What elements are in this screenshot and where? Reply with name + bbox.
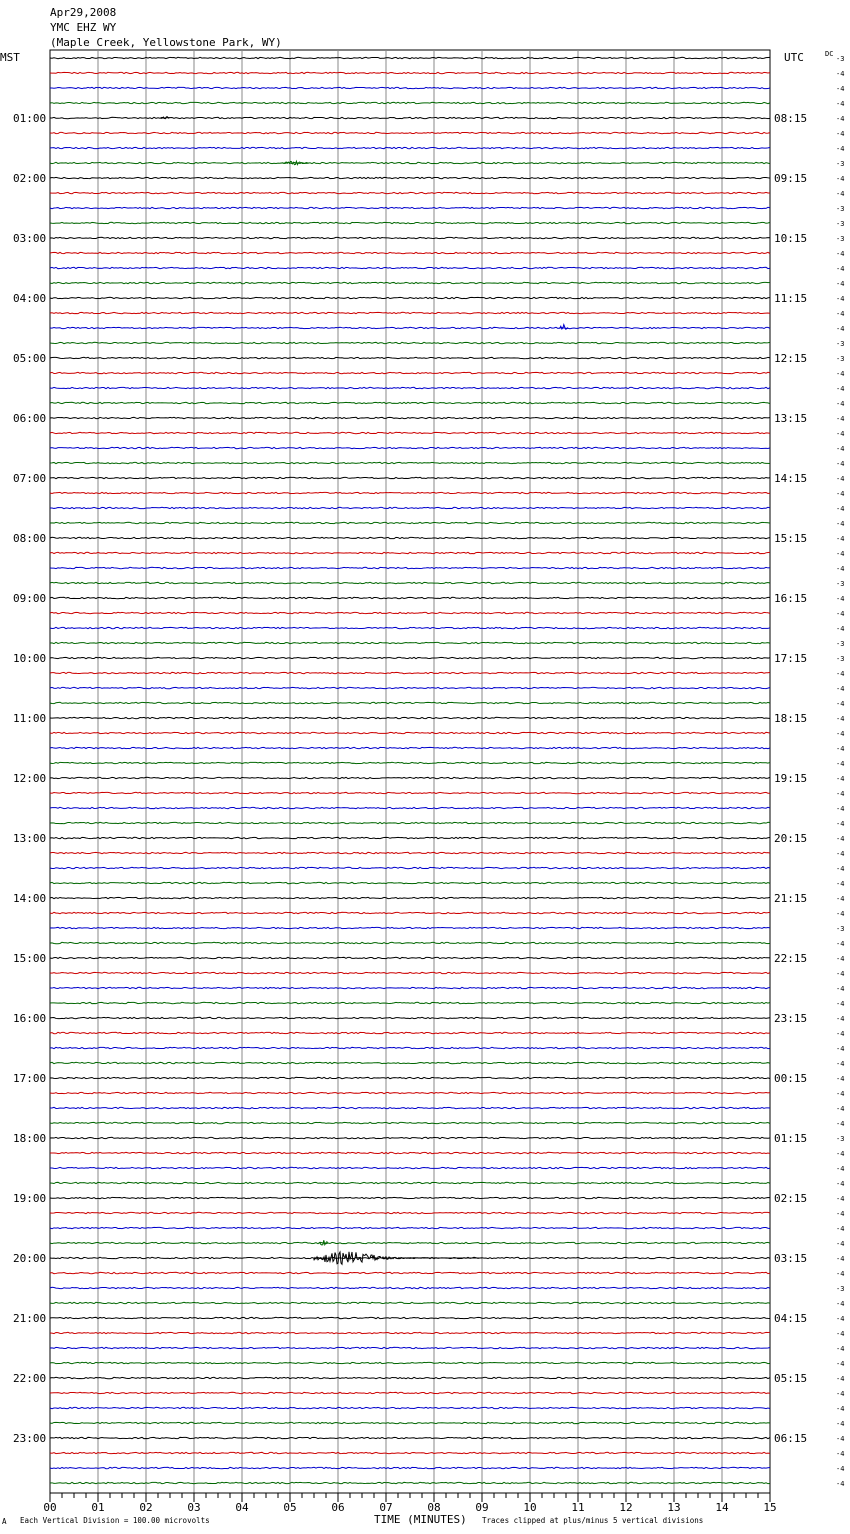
dc-offset-label: -4	[836, 1255, 845, 1263]
dc-offset-label: -4	[836, 190, 845, 198]
dc-offset-labels	[836, 55, 844, 1488]
seismic-trace	[50, 792, 770, 793]
right-hour-label: 15:15	[774, 532, 808, 545]
x-tick-label: 05	[283, 1501, 297, 1514]
seismic-trace	[50, 1092, 770, 1093]
dc-offset-label: -4	[836, 250, 845, 258]
right-hour-label: 22:15	[774, 952, 808, 965]
seismic-trace	[50, 327, 770, 328]
seismic-trace	[50, 1467, 770, 1468]
seismic-trace	[50, 1167, 770, 1168]
dc-offset-label: -4	[836, 445, 845, 453]
seismic-trace	[50, 687, 770, 688]
seismic-trace	[50, 117, 770, 118]
dc-offset-label: -4	[836, 385, 845, 393]
dc-offset-label: -3	[836, 1135, 845, 1143]
dc-offset-label: -3	[836, 1285, 845, 1293]
location-label: (Maple Creek, Yellowstone Park, WY)	[50, 36, 282, 49]
dc-offset-label: -4	[836, 835, 845, 843]
left-hour-label: 07:00	[13, 472, 47, 485]
dc-offset-label: -4	[836, 805, 845, 813]
dc-offset-label: -3	[836, 55, 845, 63]
date-label: Apr29,2008	[50, 6, 117, 19]
dc-offset-label: -4	[836, 1300, 845, 1308]
dc-offset-label: -4	[836, 985, 845, 993]
seismic-trace	[50, 912, 770, 913]
x-tick-label: 07	[379, 1501, 393, 1514]
seismic-trace	[50, 1002, 770, 1003]
dc-offset-label: -4	[836, 100, 845, 108]
left-hour-label: 11:00	[13, 712, 47, 725]
dc-offset-label: -4	[836, 85, 845, 93]
seismic-trace	[50, 417, 770, 418]
seismic-trace	[50, 582, 770, 583]
seismic-trace	[50, 1047, 770, 1048]
right-hour-label: 19:15	[774, 772, 808, 785]
dc-offset-label: -4	[836, 700, 845, 708]
seismic-trace	[50, 372, 770, 373]
plot-grid	[50, 50, 770, 1493]
seismic-trace	[50, 72, 770, 73]
seismic-trace	[50, 222, 770, 223]
x-tick-label: 10	[523, 1501, 537, 1514]
seismic-trace	[50, 1242, 770, 1243]
right-timezone-label: UTC	[784, 51, 804, 64]
dc-offset-label: -4	[836, 1120, 845, 1128]
left-hour-label: 03:00	[13, 232, 47, 245]
dc-offset-label: -4	[836, 820, 845, 828]
dc-offset-label: -4	[836, 1000, 845, 1008]
dc-offset-label: -4	[836, 1390, 845, 1398]
seismic-trace	[50, 477, 770, 478]
seismic-trace	[50, 1017, 770, 1018]
seismic-trace	[50, 147, 770, 148]
seismic-trace	[50, 822, 770, 823]
right-hour-label: 09:15	[774, 172, 808, 185]
seismic-trace	[50, 1347, 770, 1348]
left-hour-label: 06:00	[13, 412, 47, 425]
dc-offset-label: -4	[836, 760, 845, 768]
x-tick-label: 06	[331, 1501, 345, 1514]
seismic-trace	[50, 852, 770, 853]
x-tick-label: 12	[619, 1501, 633, 1514]
right-hour-label: 17:15	[774, 652, 808, 665]
seismic-trace	[50, 777, 770, 778]
dc-offset-label: -4	[836, 1180, 845, 1188]
seismic-event	[319, 1240, 328, 1245]
dc-offset-label: -4	[836, 130, 845, 138]
dc-offset-label: -4	[836, 1330, 845, 1338]
seismic-trace	[50, 312, 770, 313]
seismic-trace	[50, 1152, 770, 1153]
dc-offset-label: -4	[836, 1480, 845, 1488]
seismic-trace	[50, 642, 770, 643]
left-hour-label: 09:00	[13, 592, 47, 605]
dc-offset-label: -4	[836, 1195, 845, 1203]
dc-offset-label: -4	[836, 625, 845, 633]
seismic-trace	[50, 342, 770, 343]
x-tick-label: 00	[43, 1501, 57, 1514]
seismic-trace	[50, 1332, 770, 1333]
right-hour-label: 02:15	[774, 1192, 808, 1205]
seismic-trace	[50, 387, 770, 388]
dc-offset-label: -4	[836, 430, 845, 438]
left-hour-label: 22:00	[13, 1372, 47, 1385]
seismic-trace	[50, 597, 770, 598]
right-hour-label: 18:15	[774, 712, 808, 725]
seismic-trace	[50, 177, 770, 178]
seismic-trace	[50, 102, 770, 103]
seismic-trace	[50, 87, 770, 88]
dc-offset-label: -3	[836, 640, 845, 648]
dc-offset-label: -4	[836, 1435, 845, 1443]
dc-offset-label: -4	[836, 70, 845, 78]
seismic-trace	[50, 1407, 770, 1408]
dc-offset-label: -4	[836, 1150, 845, 1158]
seismic-trace	[50, 447, 770, 448]
left-hour-label: 02:00	[13, 172, 47, 185]
left-hour-label: 08:00	[13, 532, 47, 545]
dc-offset-label: -3	[836, 340, 845, 348]
dc-offset-label: -4	[836, 850, 845, 858]
dc-offset-label: -4	[836, 1225, 845, 1233]
seismic-trace	[50, 1032, 770, 1033]
seismic-trace	[50, 897, 770, 898]
left-hour-label: 21:00	[13, 1312, 47, 1325]
dc-offset-label: -4	[836, 970, 845, 978]
dc-offset-label: -4	[836, 1465, 845, 1473]
seismic-trace	[50, 192, 770, 193]
dc-offset-label: -4	[836, 505, 845, 513]
dc-offset-label: -4	[836, 1030, 845, 1038]
seismic-trace	[50, 927, 770, 928]
dc-offset-label: -4	[836, 730, 845, 738]
dc-offset-label: -4	[836, 910, 845, 918]
left-hour-label: 12:00	[13, 772, 47, 785]
dc-offset-label: -4	[836, 1240, 845, 1248]
seismic-event	[559, 325, 568, 330]
dc-offset-label: -4	[836, 775, 845, 783]
x-tick-label: 03	[187, 1501, 201, 1514]
left-hour-label: 04:00	[13, 292, 47, 305]
dc-offset-label: -4	[836, 745, 845, 753]
dc-offset-label: -4	[836, 790, 845, 798]
dc-offset-label: -4	[836, 1210, 845, 1218]
station-label: YMC EHZ WY	[50, 21, 117, 34]
right-hour-label: 20:15	[774, 832, 808, 845]
seismic-trace	[50, 1302, 770, 1303]
dc-offset-label: -4	[836, 895, 845, 903]
dc-offset-label: -4	[836, 670, 845, 678]
seismic-trace	[50, 942, 770, 943]
right-hour-label: 10:15	[774, 232, 808, 245]
right-hour-label: 21:15	[774, 892, 808, 905]
x-tick-label: 11	[571, 1501, 585, 1514]
dc-offset-label: -4	[836, 610, 845, 618]
seismic-trace	[50, 282, 770, 283]
dc-offset-label: -4	[836, 265, 845, 273]
left-hour-label: 16:00	[13, 1012, 47, 1025]
right-hour-label: 00:15	[774, 1072, 808, 1085]
dc-offset-label: -3	[836, 235, 845, 243]
dc-offset-label: -3	[836, 580, 845, 588]
seismic-trace	[50, 1362, 770, 1363]
seismic-trace	[50, 807, 770, 808]
dc-offset-label: -4	[836, 955, 845, 963]
right-hour-label: 12:15	[774, 352, 808, 365]
seismic-trace	[50, 747, 770, 748]
dc-offset-label: -4	[836, 370, 845, 378]
dc-offset-label: -4	[836, 1405, 845, 1413]
seismic-trace	[50, 1077, 770, 1078]
dc-offset-label: -4	[836, 535, 845, 543]
right-hour-label: 16:15	[774, 592, 808, 605]
seismic-trace	[50, 132, 770, 133]
right-hour-label: 03:15	[774, 1252, 808, 1265]
seismic-trace	[50, 1452, 770, 1453]
x-tick-label: 01	[91, 1501, 105, 1514]
seismic-trace	[50, 1182, 770, 1183]
dc-offset-label: -4	[836, 280, 845, 288]
left-hour-label: 13:00	[13, 832, 47, 845]
x-tick-label: 09	[475, 1501, 489, 1514]
dc-offset-label: -4	[836, 310, 845, 318]
seismic-trace	[50, 1227, 770, 1228]
seismic-trace	[50, 1272, 770, 1273]
dc-offset-label: -4	[836, 865, 845, 873]
seismic-trace	[50, 1437, 770, 1438]
dc-offset-label: -4	[836, 175, 845, 183]
dc-offset-label: -4	[836, 1315, 845, 1323]
x-tick-label: 14	[715, 1501, 729, 1514]
seismic-trace	[50, 1197, 770, 1198]
dc-offset-label: -4	[836, 1420, 845, 1428]
dc-offset-label: -4	[836, 520, 845, 528]
seismic-trace	[50, 252, 770, 253]
seismic-trace	[50, 537, 770, 538]
dc-offset-label: -4	[836, 1360, 845, 1368]
dc-offset-label: -4	[836, 940, 845, 948]
right-hour-label: 13:15	[774, 412, 808, 425]
dc-offset-label: -4	[836, 1165, 845, 1173]
seismic-trace	[50, 957, 770, 958]
left-hour-label: 17:00	[13, 1072, 47, 1085]
left-hour-labels	[13, 112, 46, 1445]
x-axis-title: TIME (MINUTES)	[374, 1513, 467, 1526]
plot-frame	[50, 50, 770, 1493]
dc-offset-label: -4	[836, 1105, 845, 1113]
corner-mark: A	[2, 1517, 7, 1526]
dc-offset-label: -4	[836, 550, 845, 558]
seismic-trace	[50, 1422, 770, 1423]
dc-offset-label: -4	[836, 1375, 845, 1383]
seismic-trace	[50, 1392, 770, 1393]
seismic-trace	[50, 1377, 770, 1378]
right-hour-label: 01:15	[774, 1132, 808, 1145]
dc-offset-label: -4	[836, 1450, 845, 1458]
right-hour-label: 05:15	[774, 1372, 808, 1385]
dc-label: DC	[825, 50, 834, 58]
x-tick-label: 02	[139, 1501, 153, 1514]
seismic-trace	[50, 1107, 770, 1108]
dc-offset-label: -3	[836, 205, 845, 213]
seismic-trace	[50, 522, 770, 523]
seismic-trace	[50, 162, 770, 163]
dc-offset-label: -4	[836, 145, 845, 153]
left-hour-label: 19:00	[13, 1192, 47, 1205]
left-hour-label: 18:00	[13, 1132, 47, 1145]
left-hour-label: 05:00	[13, 352, 47, 365]
dc-offset-label: -4	[836, 715, 845, 723]
dc-offset-label: -4	[836, 1075, 845, 1083]
seismic-trace	[50, 432, 770, 433]
x-tick-label: 08	[427, 1501, 441, 1514]
seismic-trace	[50, 1062, 770, 1063]
seismic-trace	[50, 237, 770, 238]
x-tick-label: 04	[235, 1501, 249, 1514]
right-hour-label: 08:15	[774, 112, 808, 125]
seismic-trace	[50, 1482, 770, 1483]
dc-offset-label: -4	[836, 565, 845, 573]
dc-offset-label: -4	[836, 1060, 845, 1068]
right-hour-labels	[774, 112, 807, 1445]
seismic-trace	[50, 462, 770, 463]
seismic-trace	[50, 207, 770, 208]
seismic-trace	[50, 837, 770, 838]
right-hour-label: 04:15	[774, 1312, 808, 1325]
dc-offset-label: -4	[836, 475, 845, 483]
seismic-trace	[50, 762, 770, 763]
dc-offset-label: -4	[836, 1015, 845, 1023]
dc-offset-label: -4	[836, 880, 845, 888]
seismic-trace	[50, 357, 770, 358]
right-hour-label: 14:15	[774, 472, 808, 485]
dc-offset-label: -4	[836, 325, 845, 333]
seismic-trace	[50, 57, 770, 58]
seismic-trace	[50, 627, 770, 628]
seismic-trace	[50, 1122, 770, 1123]
trace-lines	[50, 57, 770, 1483]
seismic-trace	[50, 1137, 770, 1138]
right-hour-label: 23:15	[774, 1012, 808, 1025]
dc-offset-label: -4	[836, 460, 845, 468]
dc-offset-label: -4	[836, 490, 845, 498]
right-hour-label: 06:15	[774, 1432, 808, 1445]
dc-offset-label: -3	[836, 160, 845, 168]
dc-offset-label: -3	[836, 355, 845, 363]
seismic-trace	[50, 702, 770, 703]
dc-offset-label: -3	[836, 220, 845, 228]
x-axis	[43, 1493, 776, 1514]
left-hour-label: 14:00	[13, 892, 47, 905]
seismic-trace	[50, 1287, 770, 1288]
seismic-trace	[50, 612, 770, 613]
seismic-trace	[50, 507, 770, 508]
right-hour-label: 11:15	[774, 292, 808, 305]
clip-note: Traces clipped at plus/minus 5 vertical divisions	[482, 1516, 704, 1525]
x-tick-label: 13	[667, 1501, 681, 1514]
dc-offset-label: -4	[836, 1090, 845, 1098]
scale-note: Each Vertical Division = 100.00 microvolts	[20, 1516, 210, 1525]
seismic-trace	[50, 552, 770, 553]
dc-offset-label: -4	[836, 685, 845, 693]
seismic-trace	[50, 717, 770, 718]
left-timezone-label: MST	[0, 51, 20, 64]
seismic-trace	[50, 732, 770, 733]
seismic-trace	[50, 492, 770, 493]
dc-offset-label: -4	[836, 595, 845, 603]
dc-offset-label: -3	[836, 655, 845, 663]
seismic-trace	[50, 402, 770, 403]
dc-offset-label: -4	[836, 400, 845, 408]
dc-offset-label: -4	[836, 115, 845, 123]
left-hour-label: 01:00	[13, 112, 47, 125]
seismic-trace	[50, 867, 770, 868]
seismic-trace	[50, 297, 770, 298]
dc-offset-label: -3	[836, 925, 845, 933]
seismic-trace	[50, 987, 770, 988]
dc-offset-label: -4	[836, 1345, 845, 1353]
left-hour-label: 10:00	[13, 652, 47, 665]
dc-offset-label: -4	[836, 295, 845, 303]
left-hour-label: 23:00	[13, 1432, 47, 1445]
seismic-trace	[50, 672, 770, 673]
dc-offset-label: -4	[836, 1045, 845, 1053]
seismic-trace	[50, 1212, 770, 1213]
left-hour-label: 20:00	[13, 1252, 47, 1265]
dc-offset-label: -4	[836, 415, 845, 423]
seismic-trace	[50, 267, 770, 268]
x-tick-label: 15	[763, 1501, 777, 1514]
seismic-trace	[50, 882, 770, 883]
seismic-trace	[50, 1317, 770, 1318]
seismic-trace	[50, 972, 770, 973]
seismic-trace	[50, 567, 770, 568]
dc-offset-label: -4	[836, 1270, 845, 1278]
left-hour-label: 15:00	[13, 952, 47, 965]
seismic-trace	[50, 657, 770, 658]
